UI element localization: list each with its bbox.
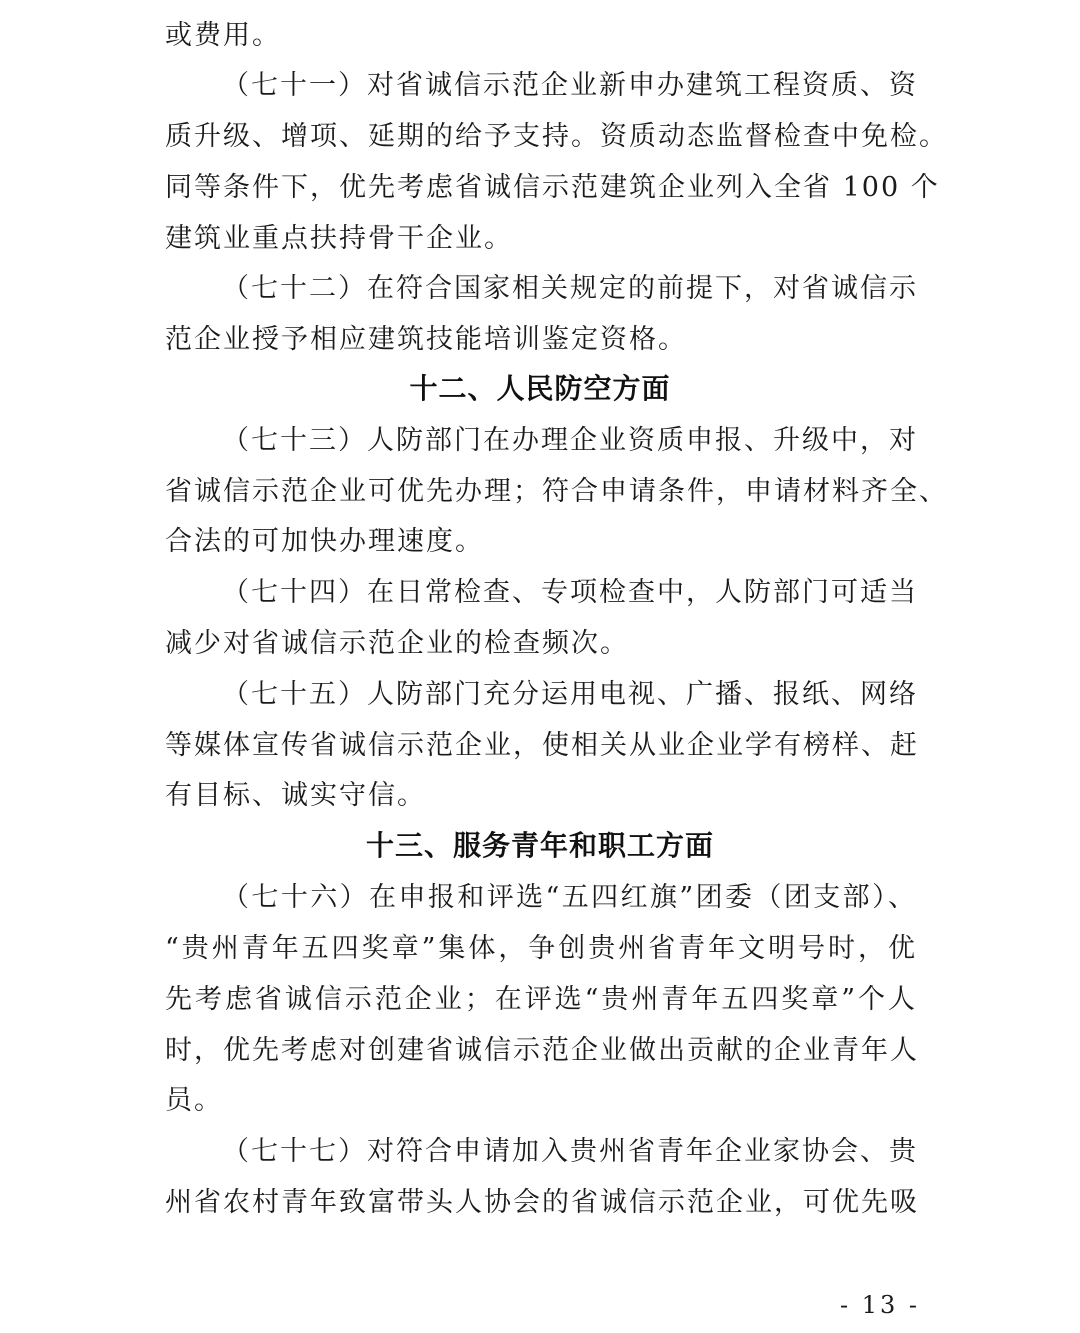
clause-74-line: （七十四）在日常检查、专项检查中，人防部门可适当 bbox=[222, 577, 918, 608]
clause-73-line: （七十三）人防部门在办理企业资质申报、升级中，对 bbox=[222, 425, 918, 456]
paragraph-line: 同等条件下，优先考虑省诚信示范建筑企业列入全省 100 个 bbox=[165, 172, 940, 203]
paragraph-line: 等媒体宣传省诚信示范企业，使相关从业企业学有榜样、赶 bbox=[165, 730, 919, 761]
section-heading-civil-air-defense: 十二、人民防空方面 bbox=[409, 372, 671, 405]
page-number: - 13 - bbox=[839, 1291, 920, 1319]
paragraph-line: 省诚信示范企业可优先办理；符合申请条件，申请材料齐全、 bbox=[165, 476, 948, 507]
paragraph-line: 先考虑省诚信示范企业；在评选“贵州青年五四奖章”个人 bbox=[165, 984, 917, 1015]
paragraph-line: 州省农村青年致富带头人协会的省诚信示范企业，可优先吸 bbox=[165, 1187, 919, 1218]
clause-75-line: （七十五）人防部门充分运用电视、广播、报纸、网络 bbox=[222, 679, 918, 710]
paragraph-line: 质升级、增项、延期的给予支持。资质动态监督检查中免检。 bbox=[165, 121, 948, 152]
paragraph-line: 时，优先考虑对创建省诚信示范企业做出贡献的企业青年人 bbox=[165, 1035, 919, 1066]
paragraph-line: 建筑业重点扶持骨干企业。 bbox=[165, 223, 513, 254]
paragraph-line: 有目标、诚实守信。 bbox=[165, 780, 426, 811]
clause-71-line: （七十一）对省诚信示范企业新申办建筑工程资质、资 bbox=[222, 70, 918, 101]
section-heading-youth-and-staff: 十三、服务青年和职工方面 bbox=[365, 829, 714, 862]
clause-76-line: （七十六）在申报和评选“五四红旗”团委（团支部）、 bbox=[222, 882, 917, 913]
paragraph-line: 合法的可加快办理速度。 bbox=[165, 526, 484, 557]
paragraph-line: 范企业授予相应建筑技能培训鉴定资格。 bbox=[165, 324, 687, 355]
paragraph-line: 减少对省诚信示范企业的检查频次。 bbox=[165, 628, 629, 659]
clause-77-line: （七十七）对符合申请加入贵州省青年企业家协会、贵 bbox=[222, 1136, 918, 1167]
paragraph-line: 或费用。 bbox=[165, 20, 281, 51]
clause-72-line: （七十二）在符合国家相关规定的前提下，对省诚信示 bbox=[222, 273, 918, 304]
paragraph-line: 员。 bbox=[165, 1085, 223, 1116]
paragraph-line: “贵州青年五四奖章”集体，争创贵州省青年文明号时，优 bbox=[165, 933, 917, 964]
